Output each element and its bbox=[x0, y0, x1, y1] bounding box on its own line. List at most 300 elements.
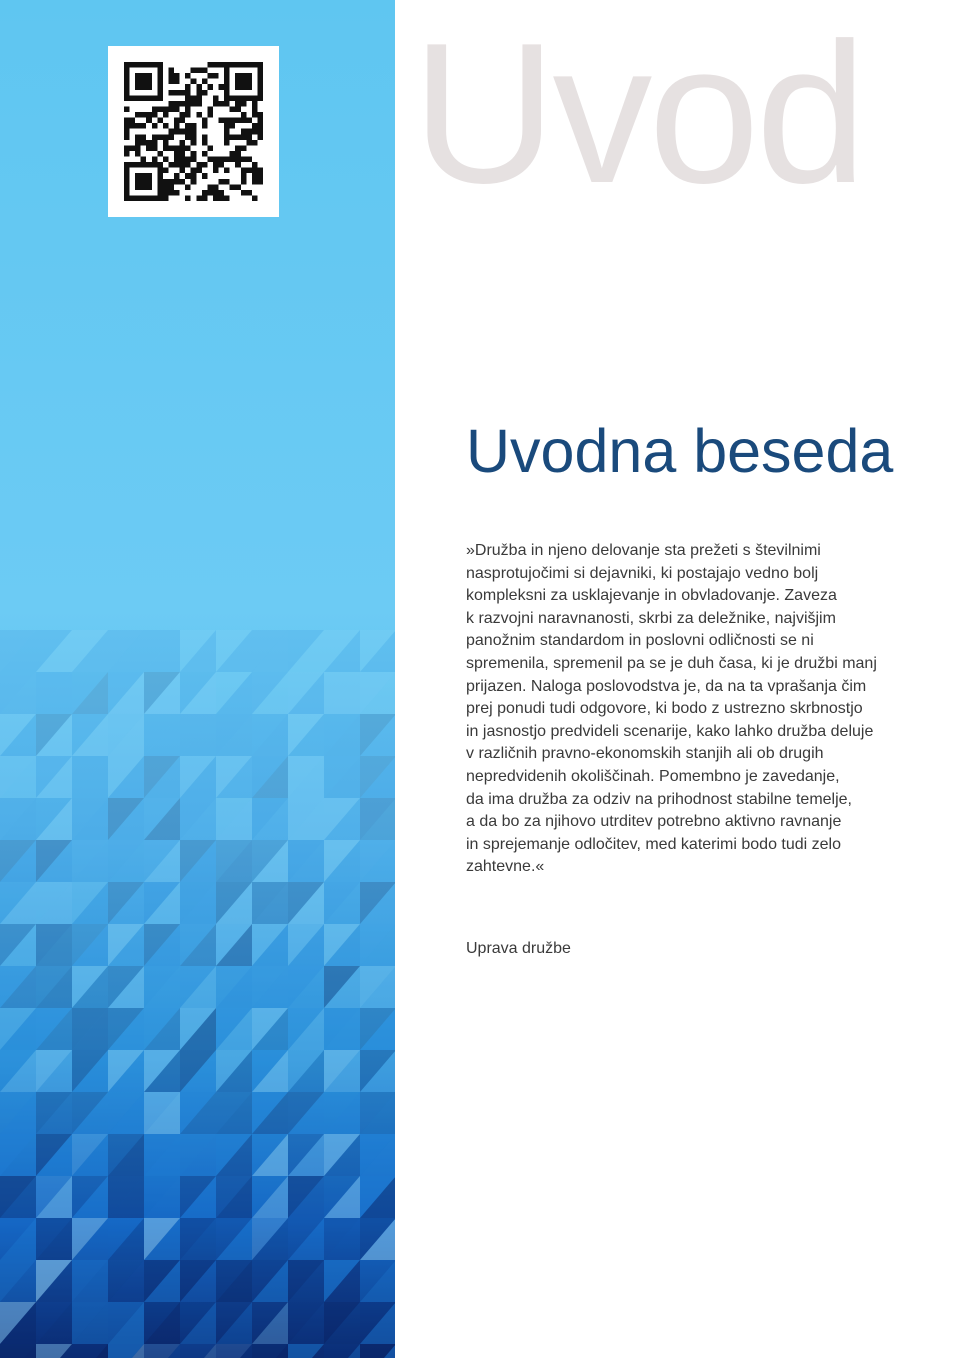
qr-module bbox=[241, 95, 247, 101]
qr-module bbox=[191, 173, 197, 179]
qr-module bbox=[185, 134, 191, 140]
qr-module bbox=[230, 118, 236, 124]
qr-module bbox=[224, 168, 230, 174]
qr-module bbox=[163, 145, 169, 151]
qr-module bbox=[124, 168, 130, 174]
qr-module bbox=[246, 73, 252, 79]
qr-module bbox=[196, 168, 202, 174]
qr-module bbox=[146, 79, 152, 85]
qr-module bbox=[157, 184, 163, 190]
qr-module bbox=[168, 106, 174, 112]
intro-line: panožnim standardom in poslovni odličnosti se ni bbox=[466, 632, 814, 650]
qr-module bbox=[224, 134, 230, 140]
qr-module bbox=[135, 84, 141, 90]
qr-module bbox=[163, 106, 169, 112]
qr-module bbox=[135, 73, 141, 79]
qr-module bbox=[196, 101, 202, 107]
qr-module bbox=[207, 84, 213, 90]
qr-module bbox=[141, 162, 147, 168]
qr-module bbox=[157, 179, 163, 185]
qr-module bbox=[230, 151, 236, 157]
qr-module bbox=[252, 129, 258, 135]
qr-module bbox=[196, 84, 202, 90]
qr-module bbox=[219, 179, 225, 185]
qr-module bbox=[185, 90, 191, 96]
qr-module bbox=[124, 73, 130, 79]
qr-module bbox=[235, 106, 241, 112]
qr-module bbox=[168, 79, 174, 85]
qr-module bbox=[241, 157, 247, 163]
qr-module bbox=[241, 112, 247, 118]
qr-module bbox=[185, 145, 191, 151]
qr-module bbox=[235, 95, 241, 101]
qr-module bbox=[124, 134, 130, 140]
qr-module bbox=[241, 62, 247, 68]
qr-module bbox=[191, 79, 197, 85]
qr-module bbox=[135, 145, 141, 151]
qr-module bbox=[241, 173, 247, 179]
qr-module bbox=[257, 134, 263, 140]
qr-module bbox=[241, 73, 247, 79]
qr-module bbox=[213, 184, 219, 190]
qr-module bbox=[124, 68, 130, 74]
qr-module bbox=[135, 184, 141, 190]
qr-module bbox=[152, 157, 158, 163]
qr-module bbox=[174, 79, 180, 85]
qr-module bbox=[135, 79, 141, 85]
qr-module bbox=[124, 79, 130, 85]
qr-module bbox=[191, 151, 197, 157]
qr-module bbox=[196, 195, 202, 201]
qr-module bbox=[157, 95, 163, 101]
qr-module bbox=[124, 179, 130, 185]
qr-module bbox=[146, 95, 152, 101]
qr-module bbox=[241, 190, 247, 196]
qr-module bbox=[224, 118, 230, 124]
qr-module bbox=[246, 134, 252, 140]
qr-module bbox=[185, 184, 191, 190]
qr-module bbox=[124, 190, 130, 196]
qr-module bbox=[157, 84, 163, 90]
qr-module bbox=[257, 73, 263, 79]
intro-text bbox=[466, 540, 906, 879]
qr-module bbox=[235, 134, 241, 140]
qr-module bbox=[257, 123, 263, 129]
qr-module bbox=[252, 95, 258, 101]
qr-module bbox=[174, 90, 180, 96]
qr-module bbox=[180, 101, 186, 107]
qr-module bbox=[235, 79, 241, 85]
qr-module bbox=[235, 184, 241, 190]
qr-module bbox=[202, 123, 208, 129]
qr-module bbox=[180, 90, 186, 96]
qr-module bbox=[124, 95, 130, 101]
qr-module bbox=[202, 90, 208, 96]
qr-module bbox=[146, 84, 152, 90]
qr-module bbox=[146, 162, 152, 168]
qr-module bbox=[168, 190, 174, 196]
intro-line: in sprejemanje odločitev, med katerimi bodo tudi zelo bbox=[466, 835, 842, 853]
qr-module bbox=[230, 184, 236, 190]
qr-module bbox=[252, 101, 258, 107]
qr-module bbox=[141, 134, 147, 140]
qr-module bbox=[191, 140, 197, 146]
qr-module bbox=[213, 101, 219, 107]
qr-module bbox=[174, 129, 180, 135]
qr-module bbox=[213, 95, 219, 101]
qr-module bbox=[141, 195, 147, 201]
qr-module bbox=[246, 84, 252, 90]
qr-module bbox=[224, 195, 230, 201]
qr-module bbox=[141, 184, 147, 190]
intro-line: v različnih pravno-ekonomskih stanjih ali ob drugih bbox=[466, 745, 824, 763]
qr-module bbox=[213, 62, 219, 68]
qr-module bbox=[252, 173, 258, 179]
qr-module bbox=[257, 95, 263, 101]
qr-module bbox=[135, 151, 141, 157]
qr-module bbox=[185, 162, 191, 168]
qr-module bbox=[219, 190, 225, 196]
qr-module bbox=[163, 195, 169, 201]
qr-module bbox=[130, 162, 136, 168]
qr-module bbox=[152, 106, 158, 112]
qr-module bbox=[235, 84, 241, 90]
qr-module bbox=[124, 151, 130, 157]
qr-module bbox=[207, 73, 213, 79]
qr-module bbox=[141, 140, 147, 146]
qr-module bbox=[174, 106, 180, 112]
qr-module bbox=[224, 73, 230, 79]
qr-module bbox=[180, 162, 186, 168]
qr-module bbox=[224, 84, 230, 90]
qr-module bbox=[196, 112, 202, 118]
qr-module bbox=[191, 134, 197, 140]
qr-module bbox=[185, 106, 191, 112]
qr-module bbox=[174, 145, 180, 151]
qr-module bbox=[196, 68, 202, 74]
qr-module bbox=[180, 118, 186, 124]
qr-module bbox=[157, 190, 163, 196]
qr-module bbox=[124, 173, 130, 179]
qr-module bbox=[185, 101, 191, 107]
qr-module bbox=[252, 195, 258, 201]
qr-module bbox=[202, 140, 208, 146]
qr-module bbox=[230, 157, 236, 163]
qr-module bbox=[257, 168, 263, 174]
qr-module bbox=[157, 90, 163, 96]
qr-module bbox=[185, 129, 191, 135]
qr-module bbox=[124, 106, 130, 112]
qr-module bbox=[152, 134, 158, 140]
qr-module bbox=[163, 168, 169, 174]
qr-module bbox=[152, 162, 158, 168]
qr-module bbox=[124, 84, 130, 90]
qr-module bbox=[224, 62, 230, 68]
qr-module bbox=[141, 84, 147, 90]
qr-module bbox=[252, 112, 258, 118]
qr-module bbox=[252, 123, 258, 129]
qr-module bbox=[146, 62, 152, 68]
qr-module bbox=[207, 190, 213, 196]
intro-line: nepredvidenih okoliščinah. Pomembno je zavedanje, bbox=[466, 767, 840, 785]
qr-module bbox=[157, 134, 163, 140]
qr-module bbox=[257, 173, 263, 179]
qr-module bbox=[202, 68, 208, 74]
qr-module bbox=[152, 62, 158, 68]
qr-module bbox=[224, 123, 230, 129]
qr-module bbox=[174, 190, 180, 196]
qr-module bbox=[235, 145, 241, 151]
qr-module bbox=[163, 123, 169, 129]
qr-module bbox=[202, 162, 208, 168]
qr-module bbox=[246, 168, 252, 174]
qr-module bbox=[130, 195, 136, 201]
qr-module bbox=[241, 179, 247, 185]
qr-module bbox=[163, 157, 169, 163]
qr-module bbox=[202, 151, 208, 157]
qr-module bbox=[146, 173, 152, 179]
qr-module bbox=[135, 112, 141, 118]
qr-module bbox=[180, 151, 186, 157]
qr-module bbox=[241, 118, 247, 124]
qr-module bbox=[224, 101, 230, 107]
qr-module bbox=[174, 73, 180, 79]
qr-module bbox=[135, 173, 141, 179]
qr-module bbox=[135, 134, 141, 140]
qr-module bbox=[157, 118, 163, 124]
qr-module bbox=[191, 129, 197, 135]
qr-module bbox=[146, 112, 152, 118]
qr-module bbox=[213, 190, 219, 196]
qr-module bbox=[235, 73, 241, 79]
qr-module bbox=[219, 101, 225, 107]
intro-line: k razvojni naravnanosti, skrbi za deležnike, najvišjim bbox=[466, 609, 836, 627]
qr-module bbox=[157, 106, 163, 112]
qr-module bbox=[180, 179, 186, 185]
section-watermark: Uvod bbox=[412, 2, 863, 225]
intro-line: a da bo za njihovo utrditev potrebno aktivno ravnanje bbox=[466, 813, 842, 831]
qr-module bbox=[246, 62, 252, 68]
qr-module bbox=[185, 95, 191, 101]
qr-module bbox=[180, 168, 186, 174]
qr-module bbox=[252, 179, 258, 185]
qr-module bbox=[174, 118, 180, 124]
qr-module bbox=[191, 95, 197, 101]
qr-module bbox=[196, 90, 202, 96]
qr-module bbox=[235, 101, 241, 107]
qr-module bbox=[124, 118, 130, 124]
qr-module bbox=[224, 140, 230, 146]
qr-module bbox=[135, 140, 141, 146]
qr-module bbox=[257, 62, 263, 68]
qr-module bbox=[152, 95, 158, 101]
qr-module bbox=[135, 162, 141, 168]
qr-module bbox=[191, 101, 197, 107]
qr-module bbox=[152, 140, 158, 146]
qr-module bbox=[213, 157, 219, 163]
qr-module bbox=[241, 84, 247, 90]
qr-module bbox=[241, 129, 247, 135]
qr-module bbox=[196, 95, 202, 101]
qr-module bbox=[168, 162, 174, 168]
qr-module bbox=[241, 79, 247, 85]
qr-module bbox=[135, 195, 141, 201]
qr-module bbox=[124, 90, 130, 96]
qr-module bbox=[168, 129, 174, 135]
qr-module bbox=[157, 79, 163, 85]
intro-line: nasprotujočimi si dejavniki, ki postajajo vedno bolj bbox=[466, 564, 819, 582]
qr-module bbox=[252, 162, 258, 168]
qr-module bbox=[130, 145, 136, 151]
intro-line: da ima družba za odziv na prihodnost stabilne temelje, bbox=[466, 790, 852, 808]
qr-module bbox=[235, 151, 241, 157]
qr-module bbox=[141, 123, 147, 129]
qr-module bbox=[185, 84, 191, 90]
qr-module bbox=[168, 179, 174, 185]
qr-module bbox=[257, 118, 263, 124]
intro-line: prej ponudi tudi odgovore, ki bodo z ustrezno skrbnostjo bbox=[466, 700, 863, 718]
qr-module bbox=[246, 157, 252, 163]
qr-module bbox=[224, 95, 230, 101]
intro-line: kompleksni za usklajevanje in obvladovanje. Zaveza bbox=[466, 587, 837, 605]
qr-module bbox=[157, 151, 163, 157]
qr-module bbox=[124, 184, 130, 190]
qr-module bbox=[202, 190, 208, 196]
qr-module bbox=[202, 134, 208, 140]
qr-module bbox=[135, 179, 141, 185]
qr-module bbox=[174, 123, 180, 129]
qr-module bbox=[224, 179, 230, 185]
qr-module bbox=[202, 79, 208, 85]
qr-module bbox=[230, 95, 236, 101]
qr-module bbox=[180, 140, 186, 146]
qr-module bbox=[168, 184, 174, 190]
qr-module bbox=[180, 129, 186, 135]
intro-line: in jasnostjo predvideli scenarije, kako lahko družba deluje bbox=[466, 722, 874, 740]
qr-module bbox=[163, 179, 169, 185]
qr-module bbox=[174, 179, 180, 185]
qr-module bbox=[257, 68, 263, 74]
qr-module bbox=[130, 123, 136, 129]
qr-module bbox=[230, 62, 236, 68]
qr-module bbox=[257, 90, 263, 96]
qr-module bbox=[157, 73, 163, 79]
qr-module bbox=[224, 129, 230, 135]
qr-module bbox=[152, 112, 158, 118]
qr-module bbox=[241, 134, 247, 140]
qr-module bbox=[180, 145, 186, 151]
qr-module bbox=[213, 168, 219, 174]
qr-module bbox=[185, 195, 191, 201]
qr-module bbox=[246, 190, 252, 196]
page-title: Uvodna beseda bbox=[466, 417, 894, 485]
qr-module bbox=[180, 157, 186, 163]
qr-module bbox=[207, 106, 213, 112]
qr-module bbox=[213, 73, 219, 79]
qr-module bbox=[135, 123, 141, 129]
intro-line: spremenila, spremenil pa se je duh časa, ki je družbi manj bbox=[466, 654, 877, 672]
qr-module bbox=[252, 106, 258, 112]
qr-module bbox=[246, 118, 252, 124]
qr-module bbox=[124, 62, 130, 68]
qr-module bbox=[257, 112, 263, 118]
qr-module bbox=[235, 162, 241, 168]
intro-line: prijazen. Naloga poslovodstva je, da na ta vprašanja čim bbox=[466, 677, 867, 695]
qr-module bbox=[207, 157, 213, 163]
qr-module bbox=[146, 184, 152, 190]
qr-module bbox=[163, 190, 169, 196]
qr-module bbox=[246, 95, 252, 101]
qr-module bbox=[146, 145, 152, 151]
decorative-sidebar bbox=[0, 0, 395, 1358]
qr-module bbox=[219, 195, 225, 201]
qr-module bbox=[196, 162, 202, 168]
qr-module bbox=[168, 68, 174, 74]
qr-module bbox=[157, 162, 163, 168]
qr-module bbox=[257, 79, 263, 85]
qr-module bbox=[252, 62, 258, 68]
qr-module bbox=[241, 168, 247, 174]
qr-module bbox=[152, 195, 158, 201]
qr-module bbox=[146, 179, 152, 185]
qr-module bbox=[174, 157, 180, 163]
qr-module bbox=[130, 118, 136, 124]
intro-line: »Družba in njeno delovanje sta prežeti s številnimi bbox=[466, 542, 821, 559]
qr-module bbox=[257, 129, 263, 135]
qr-code-image bbox=[124, 62, 263, 201]
qr-module bbox=[185, 73, 191, 79]
qr-module bbox=[246, 140, 252, 146]
qr-module bbox=[163, 112, 169, 118]
qr-module bbox=[146, 118, 152, 124]
qr-module bbox=[207, 145, 213, 151]
qr-module bbox=[157, 62, 163, 68]
signature: Uprava družbe bbox=[466, 940, 571, 957]
qr-module bbox=[141, 73, 147, 79]
qr-module bbox=[157, 68, 163, 74]
qr-module bbox=[168, 73, 174, 79]
qr-module bbox=[230, 106, 236, 112]
qr-module bbox=[252, 140, 258, 146]
qr-module bbox=[224, 79, 230, 85]
qr-module bbox=[130, 62, 136, 68]
qr-module bbox=[191, 168, 197, 174]
qr-module bbox=[207, 184, 213, 190]
qr-module bbox=[235, 62, 241, 68]
qr-module bbox=[157, 173, 163, 179]
qr-module bbox=[235, 157, 241, 163]
qr-module bbox=[124, 162, 130, 168]
qr-module bbox=[141, 112, 147, 118]
qr-module bbox=[219, 162, 225, 168]
qr-module bbox=[141, 62, 147, 68]
qr-module bbox=[224, 157, 230, 163]
qr-module bbox=[141, 179, 147, 185]
qr-module bbox=[146, 73, 152, 79]
qr-module bbox=[202, 118, 208, 124]
qr-module bbox=[241, 145, 247, 151]
intro-line: zahtevne.« bbox=[466, 858, 545, 876]
qr-module bbox=[202, 173, 208, 179]
qr-module bbox=[257, 179, 263, 185]
qr-module bbox=[219, 118, 225, 124]
qr-module bbox=[219, 84, 225, 90]
qr-module bbox=[191, 179, 197, 185]
qr-module bbox=[146, 140, 152, 146]
qr-module bbox=[230, 123, 236, 129]
qr-module bbox=[168, 134, 174, 140]
qr-module bbox=[174, 162, 180, 168]
